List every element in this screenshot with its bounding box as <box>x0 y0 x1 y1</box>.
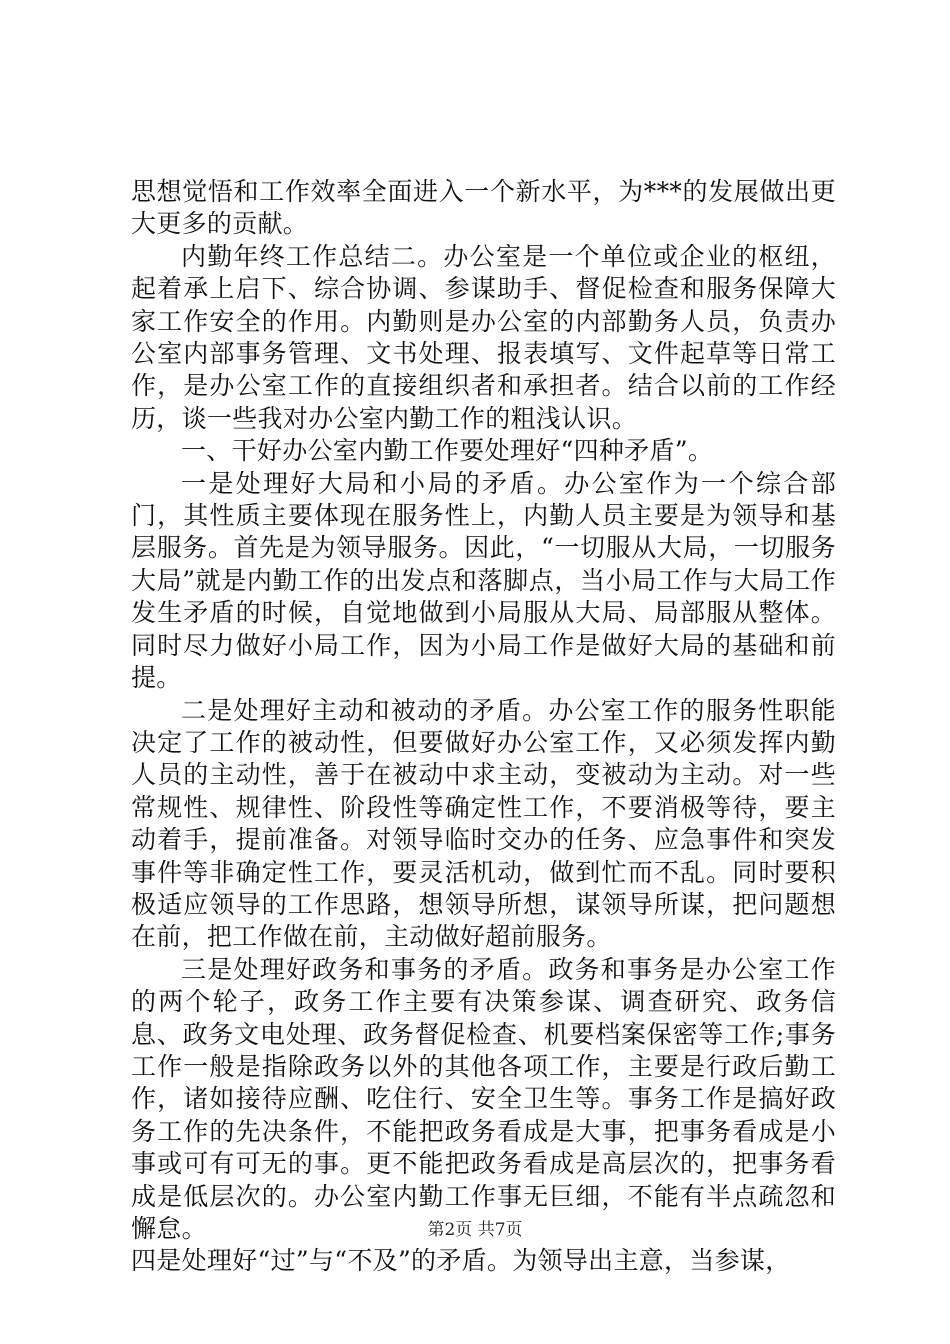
paragraph-section-heading: 一、干好办公室内勤工作要处理好“四种矛盾”。 <box>181 436 714 466</box>
document-body <box>131 176 836 1278</box>
paragraph-point-one: 一是处理好大局和小局的矛盾。办公室作为一个综合部门，其性质主要体现在服务性上，内勤人员主要是为领导和基层服务。首先是为领导服务。因此，“一切服从大局，一切服务大局”就是内勤工作的出发点和落脚点，当小局工作与大局工作发生矛盾的时候，自觉地做到小局服从大局、局部服从整体。同时尽力做好小局工作，因为小局工作是做好大局的基础和前提。 <box>131 468 836 693</box>
page-number: 第2页 共7页 <box>427 1220 523 1240</box>
paragraph-point-two: 二是处理好主动和被动的矛盾。办公室工作的服务性职能决定了工作的被动性，但要做好办公室工作，又必须发挥内勤人员的主动性，善于在被动中求主动，变被动为主动。对一些常规性、规律性、阶段性等确定性工作，不要消极等待，要主动着手，提前准备。对领导临时交办的任务、应急事件和突发事件等非确定性工作，要灵活机动，做到忙而不乱。同时要积极适应领导的工作思路，想领导所想，谋领导所谋，把问题想在前，把工作做在前，主动做好超前服务。 <box>131 695 836 952</box>
page-footer <box>0 1215 950 1240</box>
paragraph-summary-intro: 内勤年终工作总结二。办公室是一个单位或企业的枢纽，起着承上启下、综合协调、参谋助手、督促检查和服务保障大家工作安全的作用。内勤则是办公室的内部勤务人员，负责办公室内部事务管理、文书处理、报表填写、文件起草等日常工作，是办公室工作的直接组织者和承担者。结合以前的工作经历，谈一些我对办公室内勤工作的粗浅认识。 <box>131 241 836 433</box>
paragraph-point-four: 四是处理好“过”与“不及”的矛盾。为领导出主意，当参谋， <box>131 1246 791 1276</box>
paragraph-point-three: 三是处理好政务和事务的矛盾。政务和事务是办公室工作的两个轮子，政务工作主要有决策参谋、调查研究、政务信息、政务文电处理、政务督促检查、机要档案保密等工作;事务工作一般是指除政务以外的其他各项工作，主要是行政后勤工作，诸如接待应酬、吃住行、安全卫生等。事务工作是搞好政务工作的先决条件，不能把政务看成是大事，把事务看成是小事或可有可无的事。更不能把政务看成是高层次的，把事务看成是低层次的。办公室内勤工作事无巨细，不能有半点疏忽和懈怠。 <box>131 954 836 1243</box>
paragraph-continuation: 思想觉悟和工作效率全面进入一个新水平，为***的发展做出更大更多的贡献。 <box>131 177 836 239</box>
